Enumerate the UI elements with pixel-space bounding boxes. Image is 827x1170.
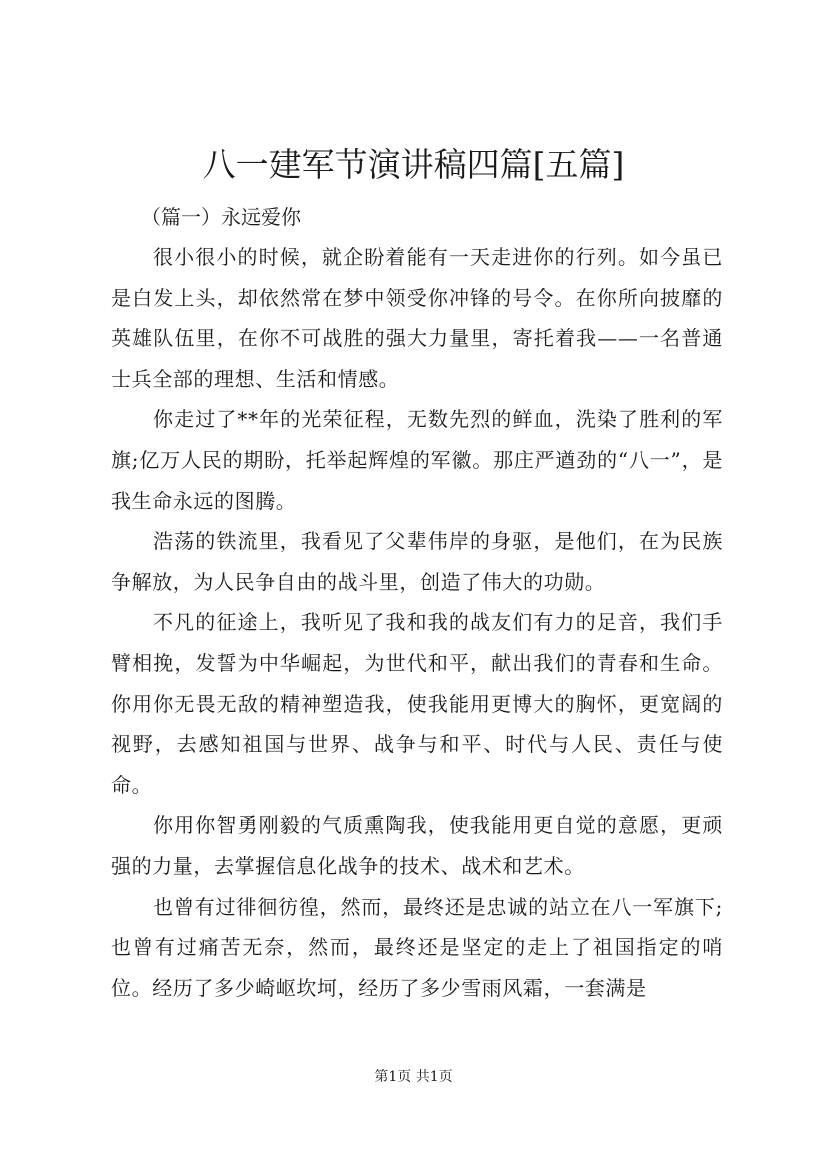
paragraph: 你用你智勇刚毅的气质熏陶我，使我能用更自觉的意愿，更顽强的力量，去掌握信息化战争的技术、战术和艺术。 <box>111 813 723 878</box>
document-title: 八一建军节演讲稿四篇[五篇] <box>202 145 625 184</box>
section-heading: （篇一）永远爱你 <box>141 205 301 229</box>
paragraph: 也曾有过徘徊彷徨，然而，最终还是忠诚的站立在八一军旗下;也曾有过痛苦无奈，然而，最终还是坚定的走上了祖国指定的哨位。经历了多少崎岖坎坷，经历了多少雪雨风霜，一套满是 <box>111 894 723 1000</box>
paragraph: 不凡的征途上，我听见了我和我的战友们有力的足音，我们手臂相挽，发誓为中华崛起，为世代和平，献出我们的青春和生命。你用你无畏无敌的精神塑造我，使我能用更博大的胸怀，更宽阔的视野，去感知祖国与世界、战争与和平、时代与人民、责任与使命。 <box>111 610 723 797</box>
document-body <box>111 197 723 1008</box>
paragraph: 你走过了**年的光荣征程，无数先烈的鲜血，洗染了胜利的军旗;亿万人民的期盼，托举起辉煌的军徽。那庄严遒劲的“八一”，是我生命永远的图腾。 <box>111 407 723 513</box>
paragraph: 浩荡的铁流里，我看见了父辈伟岸的身驱，是他们，在为民族争解放，为人民争自由的战斗里，创造了伟大的功勋。 <box>111 529 723 594</box>
page-footer: 第1页 共1页 <box>374 1069 453 1085</box>
paragraph: 很小很小的时候，就企盼着能有一天走进你的行列。如今虽已是白发上头，却依然常在梦中领受你冲锋的号令。在你所向披靡的英雄队伍里，在你不可战胜的强大力量里，寄托着我——一名普通士兵全部的理想、生活和情感。 <box>111 245 723 391</box>
